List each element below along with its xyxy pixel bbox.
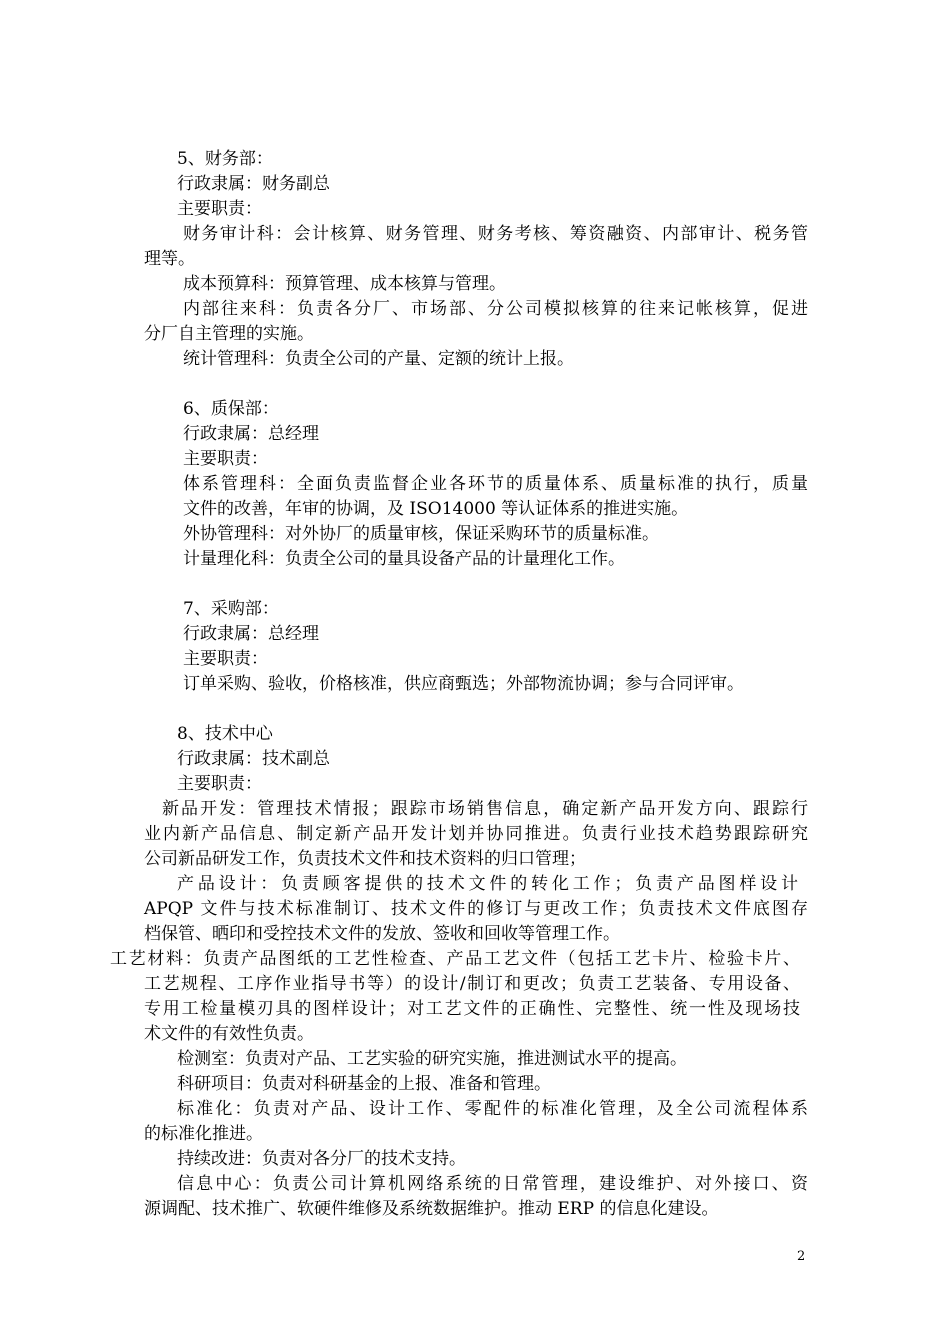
admin-affiliation: 行政隶属：技术副总 <box>177 749 330 769</box>
admin-affiliation: 行政隶属：财务副总 <box>177 174 330 194</box>
duty-line: 内部往来科：负责各分厂、市场部、分公司模拟核算的往来记帐核算，促进 <box>183 299 808 319</box>
duty-line: 持续改进：负责对各分厂的技术支持。 <box>177 1149 466 1169</box>
duty-line: 产品设计：负责顾客提供的技术文件的转化工作；负责产品图样设计 <box>177 874 798 894</box>
duty-line: APQP 文件与技术标准制订、技术文件的修订与更改工作；负责技术文件底图存 <box>144 899 808 919</box>
duty-line: 外协管理科：对外协厂的质量审核，保证采购环节的质量标准。 <box>183 524 659 544</box>
duty-line: 分厂自主管理的实施。 <box>144 324 314 344</box>
duty-line: 科研项目：负责对科研基金的上报、准备和管理。 <box>177 1074 551 1094</box>
admin-affiliation: 行政隶属：总经理 <box>183 424 319 444</box>
page-number: 2 <box>797 1249 806 1264</box>
duty-line: 信息中心：负责公司计算机网络系统的日常管理，建设维护、对外接口、资 <box>177 1174 808 1194</box>
duty-line: 成本预算科：预算管理、成本核算与管理。 <box>183 274 506 294</box>
duties-label: 主要职责： <box>183 649 268 669</box>
duty-line: 检测室：负责对产品、工艺实验的研究实施，推进测试水平的提高。 <box>177 1049 687 1069</box>
duties-label: 主要职责： <box>177 199 262 219</box>
duties-label: 主要职责： <box>183 449 268 469</box>
duty-line: 理等。 <box>144 249 195 269</box>
section-heading: 6、质保部： <box>183 399 279 419</box>
duty-line: 工艺材料：负责产品图纸的工艺性检查、产品工艺文件（包括工艺卡片、检验卡片、 <box>110 949 800 969</box>
duty-line: 新品开发：管理技术情报；跟踪市场销售信息，确定新产品开发方向、跟踪行 <box>162 799 808 819</box>
duty-line: 的标准化推进。 <box>144 1124 263 1144</box>
duty-line: 订单采购、验收，价格核准，供应商甄选；外部物流协调；参与合同评审。 <box>183 674 744 694</box>
duty-line: 文件的改善，年审的协调，及 ISO14000 等认证体系的推进实施。 <box>183 499 689 519</box>
section-heading: 8、技术中心 <box>177 724 273 744</box>
duty-line: 体系管理科：全面负责监督企业各环节的质量体系、质量标准的执行，质量 <box>183 474 808 494</box>
duty-line: 计量理化科：负责全公司的量具设备产品的计量理化工作。 <box>183 549 625 569</box>
duty-line: 统计管理科：负责全公司的产量、定额的统计上报。 <box>183 349 574 369</box>
duty-line: 业内新产品信息、制定新产品开发计划并协同推进。负责行业技术趋势跟踪研究 <box>144 824 808 844</box>
section-heading: 7、采购部： <box>183 599 279 619</box>
duty-line: 档保管、晒印和受控技术文件的发放、签收和回收等管理工作。 <box>144 924 620 944</box>
duty-line: 财务审计科：会计核算、财务管理、财务考核、筹资融资、内部审计、税务管 <box>183 224 808 244</box>
duty-line: 专用工检量模刃具的图样设计；对工艺文件的正确性、完整性、统一性及现场技 <box>144 999 800 1019</box>
section-heading: 5、财务部： <box>177 149 273 169</box>
duty-line: 源调配、技术推广、软硬件维修及系统数据维护。推动 ERP 的信息化建设。 <box>144 1199 719 1219</box>
admin-affiliation: 行政隶属：总经理 <box>183 624 319 644</box>
duty-line: 工艺规程、工序作业指导书等）的设计/制订和更改；负责工艺装备、专用设备、 <box>144 974 800 994</box>
duty-line: 公司新品研发工作，负责技术文件和技术资料的归口管理； <box>144 849 586 869</box>
duty-line: 术文件的有效性负责。 <box>144 1024 314 1044</box>
duty-line: 标准化：负责对产品、设计工作、零配件的标准化管理，及全公司流程体系 <box>177 1099 808 1119</box>
duties-label: 主要职责： <box>177 774 262 794</box>
